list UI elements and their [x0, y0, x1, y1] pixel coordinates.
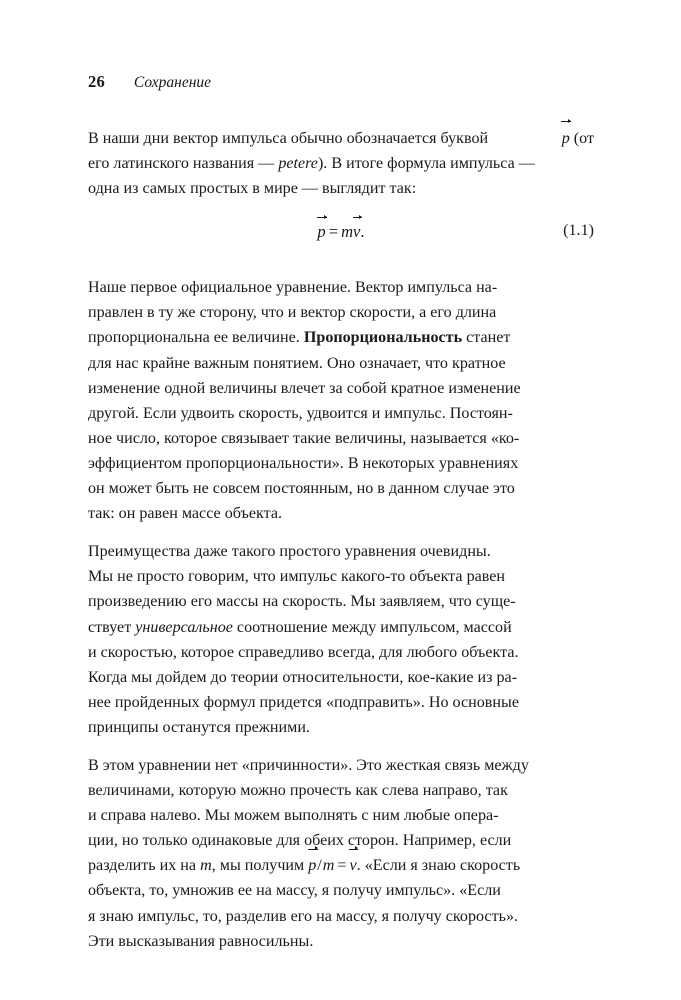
text-line: В этом уравнении нет «причинности». Это жесткая связь между [88, 756, 529, 774]
text-line: для нас крайне важным понятием. Оно означает, что кратное [88, 354, 506, 372]
inline-equation: p/m = v [308, 857, 356, 874]
line-text: пропорциональна ее величине. Пропорциональность станет [88, 329, 511, 347]
line-text: его латинского названия — petere). В итоге формула импульса — [88, 155, 535, 173]
text-line [88, 126, 594, 151]
text-line: и скоростью, которое справедливо всегда, для любого объекта. [88, 643, 519, 661]
text-line: одна из самых простых в мире — выглядит так: [88, 180, 417, 198]
paragraph-advantages-universal-relation [88, 539, 594, 740]
equation-period: . [360, 222, 365, 242]
text-line: и справа налево. Мы можем выполнять с ним любые опера- [88, 807, 499, 825]
emphasis-bold-term: Пропорциональность [303, 329, 463, 347]
text-line: изменение одной величины влечет за собой кратное изменение [88, 379, 521, 397]
text-line [88, 325, 594, 350]
page-number: 26 [88, 72, 105, 91]
paragraph-first-official-equation [88, 275, 594, 526]
text-line [88, 853, 594, 878]
text-line: нее пройденных формул придется «подправить». Но основные [88, 693, 519, 711]
text-line: Мы не просто говорим, что импульс какого-то объекта равен [88, 568, 506, 586]
text-line: я знаю импульс, то, разделив его на массу, я получу скорость». [88, 907, 519, 925]
text-line: он может быть не совсем постоянным, но в данном случае это [88, 480, 515, 498]
text-line: ции, но только одинаковые для обеих сторон. Например, если [88, 832, 512, 850]
line-text: разделить их на m, мы получим p/m = v. «Если я знаю скорость [88, 853, 520, 878]
latin-word: petere [278, 155, 318, 173]
line-text: ствует универсальное соотношение между импульсом, массой [88, 618, 512, 636]
text-line [88, 151, 594, 176]
paragraph-intro-momentum-letter [88, 126, 594, 201]
line-text: В наши дни вектор импульса обычно обозначается буквой [88, 130, 489, 147]
running-head [88, 72, 594, 94]
velocity-vector-symbol: v [353, 222, 361, 242]
mass-symbol-inline: m [200, 857, 212, 875]
text-line: Наше первое официальное уравнение. Вектор импульса на- [88, 279, 498, 297]
text-line [88, 615, 594, 640]
text-line: величинами, которую можно прочесть как слева направо, так [88, 782, 508, 800]
text-line: Эти высказывания равносильны. [88, 932, 314, 950]
text-line: произведению его массы на скорость. Мы заявляем, что суще- [88, 593, 516, 611]
page-body [88, 126, 594, 967]
equals-sign: = [328, 222, 339, 242]
text-line: принципы останутся прежними. [88, 718, 310, 736]
text-line: объекта, то, умножив ее на массу, я получу импульс». «Если [88, 882, 501, 900]
display-equation [88, 222, 594, 242]
text-line: Когда мы дойдем до теории относительности, кое-какие из ра- [88, 668, 518, 686]
momentum-vector-symbol: p [317, 222, 326, 242]
text-line: Преимущества даже такого простого уравнения очевидны. [88, 543, 491, 561]
text-line: правлен в ту же сторону, что и вектор скорости, а его длина [88, 304, 497, 322]
text-line: ное число, которое связывает такие величины, называется «ко- [88, 429, 520, 447]
text-line: эффициентом пропорциональности». В некоторых уравнениях [88, 454, 519, 472]
inline-math-p-vector: p (от [562, 126, 594, 151]
paragraph-no-causality [88, 753, 594, 954]
text-line: так: он равен массе объекта. [88, 505, 283, 523]
text-line: другой. Если удвоить скорость, удвоится и импульс. Постоян- [88, 404, 513, 422]
emphasis-italic-term: универсальное [135, 618, 233, 636]
equation-number: (1.1) [563, 222, 594, 240]
chapter-title: Сохранение [133, 74, 212, 91]
display-equation-block [88, 214, 594, 264]
mass-symbol: m [341, 222, 354, 242]
